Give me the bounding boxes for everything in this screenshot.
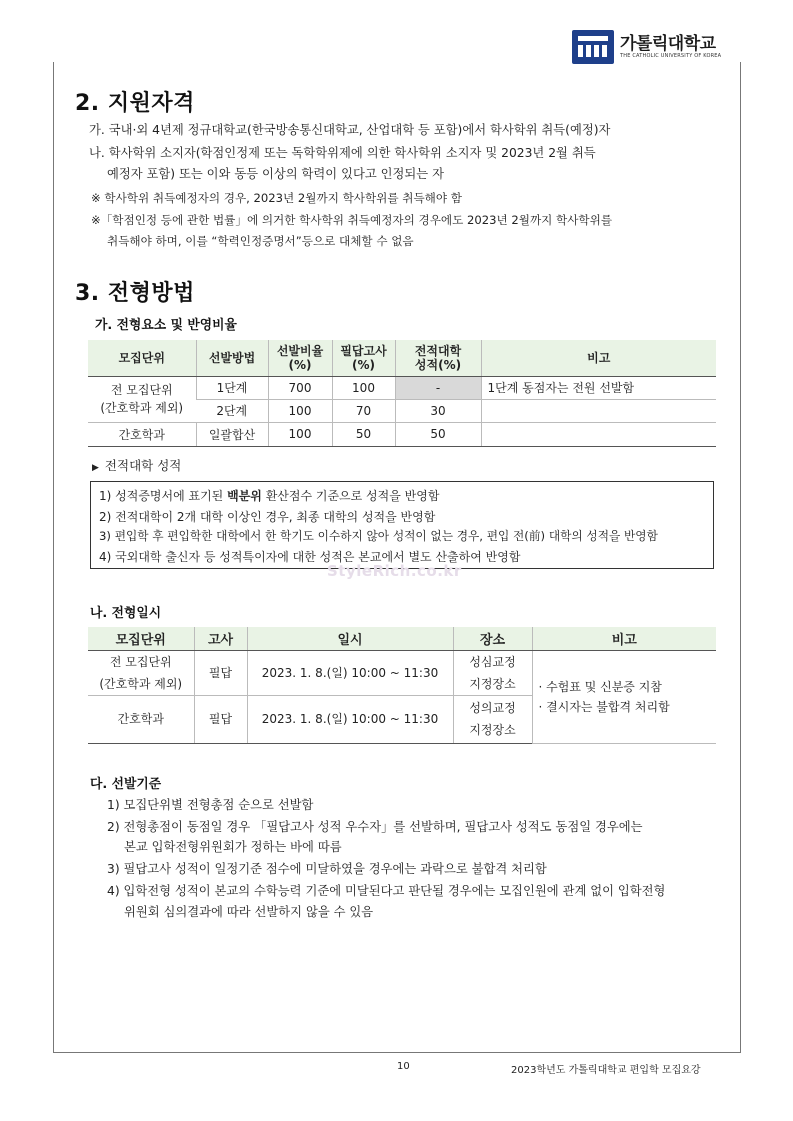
eligibility-note: ※「학점인정 등에 관한 법률」에 의거한 학사학위 취득예정자의 경우에도 2023년 2월까지 학사학위를: [91, 213, 613, 227]
subsection-da-title: 다. 선발기준: [90, 777, 162, 792]
triangle-bullet-icon: ▶: [92, 463, 99, 473]
note-cell: · 수험표 및 신분증 지참 · 결시자는 불합격 처리함: [532, 650, 716, 743]
table-header: 필답고사 (%): [332, 340, 395, 376]
date-cell: 2023. 1. 8.(일) 10:00 ~ 11:30: [247, 650, 453, 695]
date-cell: 2023. 1. 8.(일) 10:00 ~ 11:30: [247, 695, 453, 743]
table-header: 고사: [194, 627, 247, 650]
table-header: 장소: [453, 627, 532, 650]
prev-grade-item: 1) 성적증명서에 표기된 백분위 환산점수 기준으로 성적을 반영함: [99, 489, 440, 503]
watermark: StyleRich.co.kr: [327, 562, 462, 580]
percentile-emphasis: 백분위: [227, 489, 262, 503]
prev-grade-cell: -: [395, 376, 481, 399]
table-header: 모집단위: [88, 627, 194, 650]
prev-grade-title: 전적대학 성적: [104, 458, 182, 473]
note-cell: [481, 399, 716, 422]
eligibility-line: 나. 학사학위 소지자(학점인정제 또는 독학학위제에 의한 학사학위 소지자 및 2023년 2월 취득: [89, 146, 596, 160]
prev-grade-heading: [92, 458, 181, 476]
table-header: 비고: [532, 627, 716, 650]
eligibility-line: 가. 국내·외 4년제 정규대학교(한국방송통신대학교, 산업대학 등 포함)에서 학사학위 취득(예정)자: [89, 123, 611, 137]
criteria-item: 3) 필답고사 성적이 일정기준 점수에 미달하였을 경우에는 과락으로 불합격 처리함: [107, 862, 547, 876]
table-row: [88, 376, 716, 399]
place-cell: 성의교정 지정장소: [453, 695, 532, 743]
unit-cell: 간호학과: [88, 422, 196, 446]
ratio-cell: 700: [268, 376, 332, 399]
university-logo: [572, 30, 721, 64]
table-header: 일시: [247, 627, 453, 650]
prev-grade-item: 2) 전적대학이 2개 대학 이상인 경우, 최종 대학의 성적을 반영함: [99, 510, 436, 524]
exam-cell: 50: [332, 422, 395, 446]
prev-grade-cell: 50: [395, 422, 481, 446]
unit-cell: 간호학과: [88, 695, 194, 743]
criteria-item: 4) 입학전형 성적이 본교의 수학능력 기준에 미달된다고 판단될 경우에는 모집인원에 관계 없이 입학전형: [107, 884, 666, 898]
prev-grade-cell: 30: [395, 399, 481, 422]
section-2-title: 2. 지원자격: [75, 91, 195, 116]
exam-type-cell: 필답: [194, 650, 247, 695]
criteria-item: 2) 전형총점이 동점일 경우 「필답고사 성적 우수자」를 선발하며, 필답고사 성적도 동점일 경우에는: [107, 820, 643, 834]
criteria-item: 1) 모집단위별 전형총점 순으로 선발함: [107, 798, 314, 812]
criteria-item: 위원회 심의결과에 따라 선발하지 않을 수 있음: [124, 905, 374, 919]
ratio-cell: 100: [268, 422, 332, 446]
table-header: 모집단위: [88, 340, 196, 376]
prev-grade-item: 3) 편입학 후 편입학한 대학에서 한 학기도 이수하지 않아 성적이 없는 경우, 편입 전(前) 대학의 성적을 반영함: [99, 529, 658, 543]
subsection-ga-title: 가. 전형요소 및 반영비율: [95, 318, 237, 333]
table-header: 비고: [481, 340, 716, 376]
table-header: 전적대학 성적(%): [395, 340, 481, 376]
subsection-na-title: 나. 전형일시: [90, 606, 162, 621]
table-header: 선발방법: [196, 340, 268, 376]
exam-type-cell: 필답: [194, 695, 247, 743]
eligibility-note: 취득해야 하며, 이를 “학력인정증명서”등으로 대체할 수 없음: [107, 234, 414, 248]
exam-schedule-table: [88, 627, 716, 744]
prev-grade-item: 4) 국외대학 출신자 등 성적특이자에 대한 성적은 본교에서 별도 산출하여 반영함: [99, 550, 521, 564]
method-cell: 1단계: [196, 376, 268, 399]
page-number: 10: [397, 1061, 410, 1072]
table-row: [88, 422, 716, 446]
exam-cell: 100: [332, 376, 395, 399]
place-cell: 성심교정 지정장소: [453, 650, 532, 695]
unit-cell: 전 모집단위 (간호학과 제외): [88, 376, 196, 422]
table-header: 선발비율 (%): [268, 340, 332, 376]
table-row: [88, 650, 716, 695]
exam-cell: 70: [332, 399, 395, 422]
unit-cell: 전 모집단위 (간호학과 제외): [88, 650, 194, 695]
note-cell: [481, 422, 716, 446]
eligibility-line: 예정자 포함) 또는 이와 동등 이상의 학력이 있다고 인정되는 자: [107, 167, 444, 181]
ratio-cell: 100: [268, 399, 332, 422]
criteria-item: 본교 입학전형위원회가 정하는 바에 따름: [124, 840, 342, 854]
note-cell: 1단계 동점자는 전원 선발함: [481, 376, 716, 399]
footer-title: 2023학년도 가톨릭대학교 편입학 모집요강: [511, 1065, 701, 1076]
selection-ratio-table: [88, 340, 716, 447]
logo-name-en: THE CATHOLIC UNIVERSITY OF KOREA: [620, 53, 722, 59]
eligibility-note: ※ 학사학위 취득예정자의 경우, 2023년 2월까지 학사학위를 취득해야 함: [91, 191, 462, 205]
prev-grade-box: [90, 481, 714, 569]
section-3-title: 3. 전형방법: [75, 281, 195, 306]
logo-name-ko: 가톨릭대학교: [620, 34, 716, 54]
method-cell: 2단계: [196, 399, 268, 422]
method-cell: 일괄합산: [196, 422, 268, 446]
university-emblem-icon: [572, 30, 614, 64]
